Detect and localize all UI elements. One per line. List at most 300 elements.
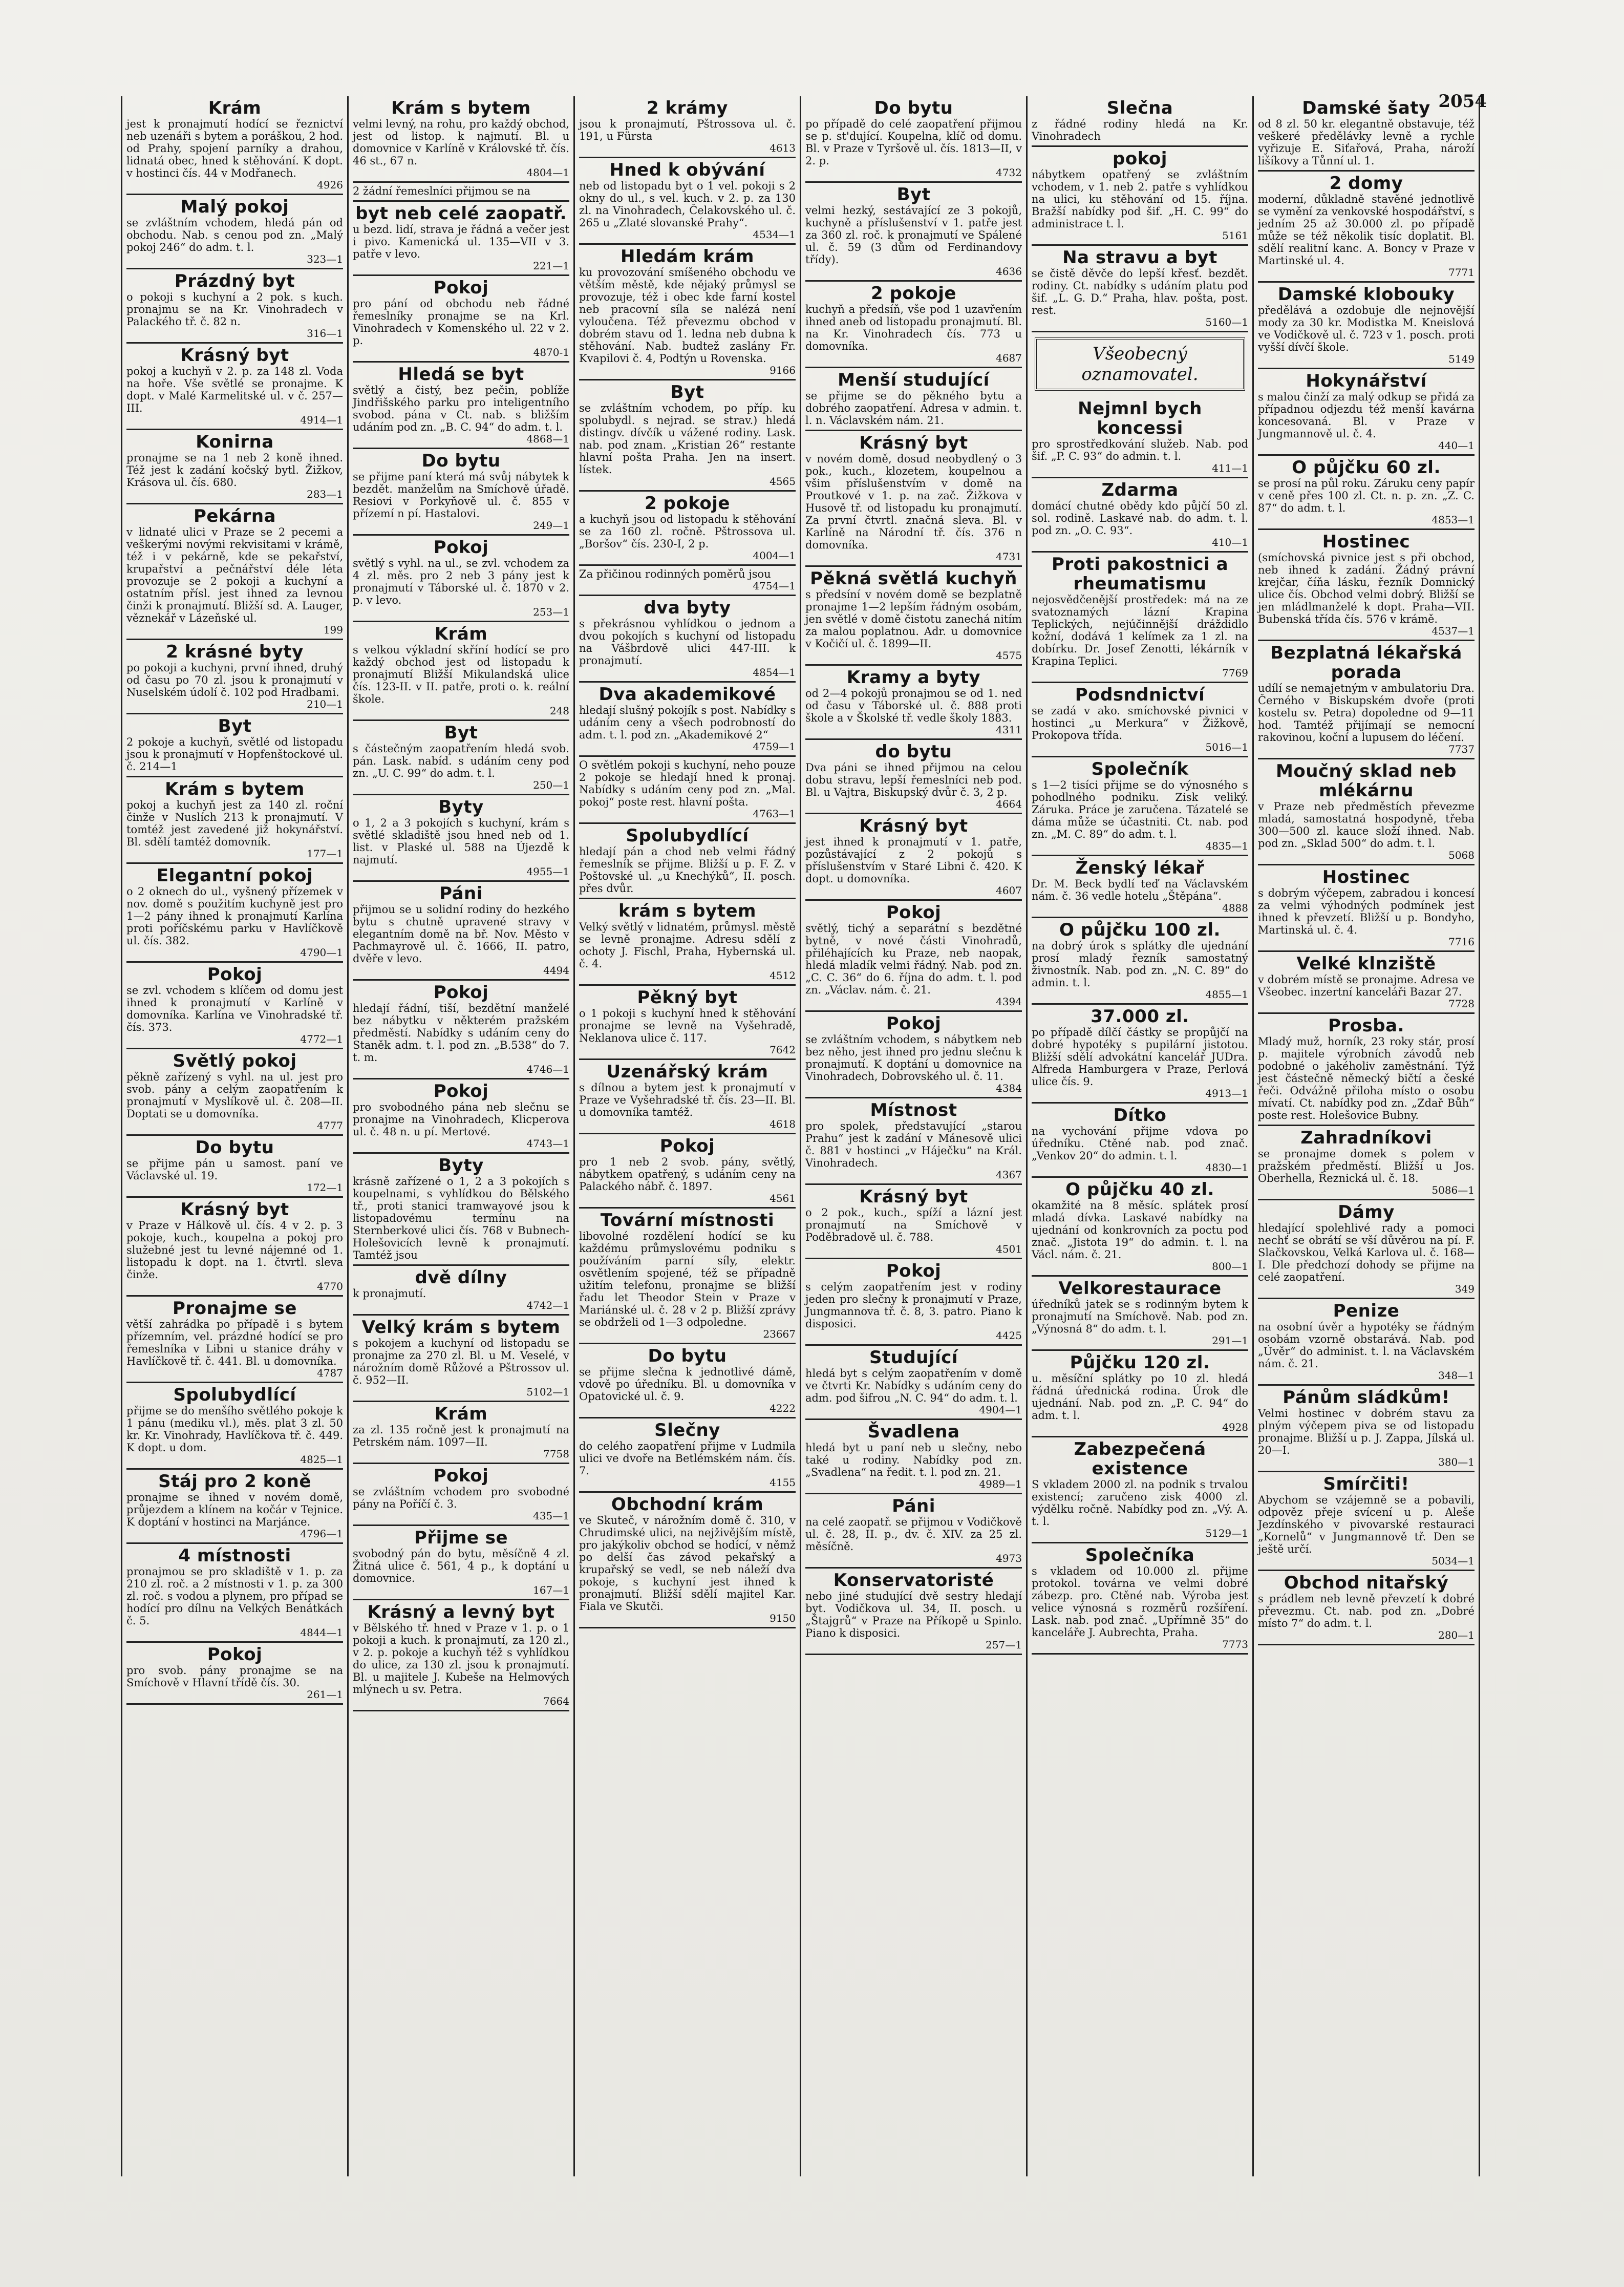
classified-columns bbox=[121, 96, 1480, 2176]
ad-reference-number: 4618 bbox=[770, 1118, 796, 1130]
ad-reference-number: 7771 bbox=[1448, 266, 1475, 279]
ad-reference-number: 199 bbox=[323, 624, 343, 636]
classified-ad bbox=[353, 1266, 569, 1316]
column-4 bbox=[801, 96, 1028, 2176]
classified-ad bbox=[1258, 641, 1475, 759]
ad-reference-number: 4759—1 bbox=[753, 740, 796, 753]
ad-reference-number: 4743—1 bbox=[526, 1137, 569, 1150]
ad-title: Ženský lékař bbox=[1075, 858, 1205, 878]
classified-ad bbox=[1258, 456, 1475, 530]
ad-title: Pěkný byt bbox=[637, 987, 738, 1008]
ad-title: Pokoj bbox=[207, 1644, 263, 1665]
ad-body: v Bělského tř. hned v Praze v 1. p. o 1 pokoji a kuch. k pronajmutí, za 120 zl., v 2. p. pokoje a kuchyň též s vyhlídkou do ulice, za 130 zl. jsou k pronajmutí. Bl. u majitele J. Kubeše na Helmových mlýnech u sv. Petra. bbox=[353, 1622, 569, 1696]
ad-reference-number: 4607 bbox=[996, 884, 1022, 897]
ad-reference-number: 4746—1 bbox=[526, 1063, 569, 1075]
ad-reference-number: 261—1 bbox=[307, 1688, 343, 1701]
ad-body: se zvl. vchodem s klíčem od domu jest ihned k pronajmutí v Karlíně v domovníka. Karlína ve Vinohradské tř. čís. 373. bbox=[126, 984, 343, 1033]
ad-title: Hokynářství bbox=[1306, 371, 1427, 391]
classified-ad bbox=[805, 1569, 1022, 1655]
classified-ad bbox=[1258, 369, 1475, 456]
ad-body: se pronajme domek s polem v pražském předměstí. Bližší u Jos. Oberhella, Řeznická ul. č. 18. bbox=[1258, 1148, 1475, 1184]
ad-body: se prosí na půl roku. Záruku ceny papír v ceně přes 100 zl. Ct. n. p. zn. „Z. C. 87“ do adm. t. l. bbox=[1258, 477, 1475, 514]
classified-ad bbox=[579, 380, 796, 492]
ad-body: s malou činží za malý odkup se přidá za případnou odjezdu též menší kavárna koncesovaná. Bl. v Praze v Jungmannově ul. č. 4. bbox=[1258, 391, 1475, 440]
ad-reference-number: 5161 bbox=[1222, 229, 1248, 242]
ad-body: Abychom se vzájemně se a pobavili, odpověz přeje svícení u p. Aleše Jezdínského v pivovarské restauraci „Kornelů“ v Jungmannově tř. Den se ještě určí. bbox=[1258, 1494, 1475, 1555]
ad-reference-number: 4777 bbox=[317, 1119, 343, 1132]
ad-title: Krám bbox=[434, 1404, 488, 1424]
ad-body: nejosvědčenější prostředek: má na ze svatoznamých lázní Krapina Teplických, nejúčinnější dráždidlo kožní, dodává 1 kelímek za 1 zl. na dobírku. Dr. Josef Zenotti, lékárník v Krapina Teplici. bbox=[1032, 594, 1248, 667]
ad-reference-number: 4004—1 bbox=[753, 549, 796, 562]
ad-reference-number: 4844—1 bbox=[300, 1626, 343, 1639]
classified-ad bbox=[1258, 172, 1475, 283]
ad-title: Krásný byt bbox=[180, 345, 289, 366]
classified-ad bbox=[805, 1494, 1022, 1569]
classified-ad bbox=[805, 1259, 1022, 1346]
ad-reference-number: 4928 bbox=[1222, 1421, 1248, 1433]
ad-body: S vkladem 2000 zl. na podnik s trvalou existencí; zaručeno zisk 4000 zl. výdělku ročně. Nabídky pod zn. „Vý. A. t. l. bbox=[1032, 1478, 1248, 1528]
ad-body: ve Skuteč, v nárožním domě č. 310, v Chrudimské ulici, na nejživějším místě, pro jakýkoliv obchod se hodící, v němž po delší čas závod pekařský a krupařský se vedl, se neb náleží dva pokoje, s kuchyní jest ihned k pronajmutí. Bližší sdělí majitel Kar. Fiala ve Skutči. bbox=[579, 1514, 796, 1613]
ad-body: se zvláštním vchodem, s nábytkem neb bez něho, jest ihned pro jednu slečnu k pronajmutí. K doptání u domovnice na Vinohradech, Dobrovského ul. č. 11. bbox=[805, 1033, 1022, 1083]
ad-title: 2 krásné byty bbox=[166, 642, 304, 662]
ad-body: v dobrém místě se pronajme. Adresa ve Všeobec. inzertní kanceláři Bazar 27. bbox=[1258, 973, 1475, 998]
ad-reference-number: 4394 bbox=[996, 996, 1022, 1008]
ad-body: od 2—4 pokojů pronajmou se od 1. ned od času v Táborské ul. č. 888 proti škole a v Školské tř. vedle školy 1883. bbox=[805, 687, 1022, 724]
ad-body: hledající spolehlivé rady a pomoci nechť se obrátí se vší důvěrou na pí. F. Slačkovskou, Velká Karlova ul. č. 168—I. Dle předchozí dohody se přijme na celé zaopatření. bbox=[1258, 1222, 1475, 1283]
classified-ad bbox=[353, 536, 569, 622]
column-1 bbox=[122, 96, 349, 2176]
ad-body: udílí se nemajetným v ambulatoriu Dra. Černého v Biskupském dvoře (proti kostelu sv. Petra) dopoledne od 9—11 hod. Tamtéž přijímají se nemocní rakovinou, koční a lupusem do léčení. bbox=[1258, 682, 1475, 744]
classified-ad bbox=[805, 901, 1022, 1012]
ad-reference-number: 5102—1 bbox=[526, 1386, 569, 1398]
ad-title: O půjčku 40 zl. bbox=[1065, 1179, 1214, 1200]
classified-ad bbox=[353, 1316, 569, 1402]
classified-ad bbox=[1258, 1571, 1475, 1645]
ad-title: Pronajme se bbox=[173, 1298, 297, 1319]
ad-title: Velký krám s bytem bbox=[361, 1317, 561, 1338]
ad-reference-number: 7728 bbox=[1448, 998, 1475, 1010]
ad-reference-number: 7758 bbox=[543, 1448, 569, 1460]
ad-reference-number: 4575 bbox=[996, 649, 1022, 662]
ad-body: se čistě děvče do lepší křesť. bezdět. rodiny. Ct. nabídky s udáním platu pod šif. „L. G. D.“ Praha, hlav. pošta, post. rest. bbox=[1032, 267, 1248, 316]
ad-title: Dítko bbox=[1113, 1105, 1167, 1126]
ad-reference-number: 4425 bbox=[996, 1329, 1022, 1342]
ad-body: hledají pán a chod neb velmi řádný řemeslník se přijme. Bližší u p. F. Z. v Poštovské ul. „u Knechýků“, II. posch. přes dvůr. bbox=[579, 845, 796, 895]
classified-ad bbox=[1032, 1351, 1248, 1437]
ad-body: světlý, tichý a separátní s bezdětné bytně, v nové části Vinohradů, přiléhajících ku Praze, neb naopak, hledá mladík velmi řádný. Nab. pod zn. „C. C. 36“ do 6. října do adm. t. l. pod zn. „Václav. nám. č. 21. bbox=[805, 922, 1022, 996]
ad-body: pro svob. pány pronajme se na Smíchově v Hlavní třídě čís. 30. bbox=[126, 1664, 343, 1689]
column-6 bbox=[1254, 96, 1480, 2176]
ad-body: nebo jiné studující dvě sestry hledají byt. Vodičkova ul. 34, II. posch. u „Štajgrů“ v Praze na Příkopě u Spinlo. Piano k disposici. bbox=[805, 1590, 1022, 1639]
ad-title: Zdarma bbox=[1101, 480, 1179, 500]
ad-body: na celé zaopatř. se přijmou v Vodičkově ul. č. 28, II. p., dv. č. XIV. za 25 zl. měsíčně. bbox=[805, 1516, 1022, 1553]
ad-body: s dílnou a bytem jest k pronajmutí v Praze ve Vyšehradské tř. čís. 23—II. Bl. u domovníka tamtéž. bbox=[579, 1082, 796, 1118]
section-banner-line: oznamovatel. bbox=[1081, 364, 1199, 385]
ad-reference-number: 283—1 bbox=[307, 488, 343, 500]
ad-reference-number: 800—1 bbox=[1212, 1260, 1248, 1273]
ad-title: Pánům sládkům! bbox=[1283, 1387, 1450, 1408]
classified-ad bbox=[126, 1643, 343, 1705]
ad-reference-number: 249—1 bbox=[533, 519, 569, 532]
ad-reference-number: 4772—1 bbox=[300, 1033, 343, 1045]
classified-ad bbox=[579, 1060, 796, 1134]
classified-ad bbox=[1032, 478, 1248, 553]
classified-ad bbox=[126, 1297, 343, 1383]
section-banner bbox=[1035, 337, 1245, 391]
classified-ad bbox=[1258, 952, 1475, 1014]
classified-ad bbox=[579, 986, 796, 1060]
ad-body: o 2 oknech do ul., vyšnený přízemek v nov. domě s použitím kuchyně jest pro 1—2 pány ihned k pronajmutí Karlína proti poříčskému parku v Havlíčkově ul. čís. 382. bbox=[126, 885, 343, 947]
ad-reference-number: 348—1 bbox=[1438, 1369, 1475, 1382]
ad-title: Pěkná světlá kuchyň bbox=[810, 568, 1017, 589]
ad-title: Studující bbox=[869, 1347, 958, 1368]
ad-body: o 1, 2 a 3 pokojích s kuchyní, krám s světlé skladiště jsou hned neb od 1. list. v Plaské ul. 588 na Újezdě k najmutí. bbox=[353, 817, 569, 866]
ad-reference-number: 248 bbox=[549, 705, 569, 717]
ad-body: pro pání od obchodu neb řádné řemeslníky pronajme se na Krl. Vinohradech v Komenského ul. 22 v 2. p. bbox=[353, 298, 569, 347]
classified-ad bbox=[805, 282, 1022, 368]
classified-ad bbox=[1258, 1472, 1475, 1571]
ad-title: 2 pokoje bbox=[645, 493, 730, 514]
ad-reference-number: 250—1 bbox=[533, 779, 569, 791]
ad-reference-number: 4926 bbox=[317, 179, 343, 191]
ad-reference-number: 4384 bbox=[996, 1082, 1022, 1094]
ad-body: ku provozování smíšeného obchodu ve větším městě, kde nějaký průmysl se provozuje, též i obec kde farní kostel neb pracovní síla se nalézá není vyloučena. Též převezmu obchod v dobrém stavu od 1. ledna neb dubna k stěhování. Nab. budtež zaslány Fr. Kvapilovi č. 4, Podtýn u Rovenska. bbox=[579, 266, 796, 365]
ad-body: po případě dílčí částky se propůjčí na dobré hypotéky s pupilární jistotou. Bližší sdělí advokátní kancelář JUDra. Alfreda Hamburgera v Praze, Perlová ulice čís. 9. bbox=[1032, 1026, 1248, 1088]
classified-ad bbox=[1258, 1126, 1475, 1200]
ad-title: Zahradníkovi bbox=[1300, 1128, 1432, 1148]
ad-title: 2 domy bbox=[1329, 173, 1403, 194]
classified-ad bbox=[1032, 683, 1248, 757]
ad-title: Dámy bbox=[1338, 1202, 1395, 1222]
ad-title: Velkorestaurace bbox=[1058, 1278, 1222, 1299]
ad-title: Smírčiti! bbox=[1323, 1474, 1409, 1494]
ad-body: pronajme se ihned v novém domě, průjezdem a klínem na kočár v Tejnice. K doptání v hostinci na Marjánce. bbox=[126, 1491, 343, 1528]
ad-body: a kuchyň jsou od listopadu k stěhování se za 160 zl. ročně. Pštrossova ul. „Boršov“ čís. 230-I, 2 p. bbox=[579, 513, 796, 550]
ad-title: Malý pokoj bbox=[180, 197, 289, 217]
classified-ad bbox=[805, 1012, 1022, 1098]
ad-body: se přijme paní která má svůj nábytek k bezdět. manželům na Smíchově úřadě. Resiovi v Porkyňově ul. č. 855 v přízemí n pí. Hastalovi. bbox=[353, 471, 569, 520]
ad-title: Slečna bbox=[1106, 98, 1173, 118]
classified-ad bbox=[126, 344, 343, 430]
ad-body: s dobrým výčepem, zabradou i koncesí za velmi výhodných podmínek jest ihned k převzetí. Bližší u p. Bondyho, Martinská ul. č. 4. bbox=[1258, 887, 1475, 936]
ad-body: po případě do celé zaopatření přijmou se p. st'dující. Koupelna, klíč od domu. Bl. v Praze v Tyršově ul. čís. 1813—II, v 2. p. bbox=[805, 118, 1022, 167]
ad-reference-number: 411—1 bbox=[1212, 462, 1248, 474]
classified-ad bbox=[126, 714, 343, 777]
classified-ad bbox=[1032, 1178, 1248, 1277]
ad-reference-number: 4155 bbox=[770, 1476, 796, 1489]
classified-ad bbox=[1032, 757, 1248, 856]
classified-ad bbox=[1258, 1386, 1475, 1472]
ad-reference-number: 316—1 bbox=[307, 327, 343, 340]
ad-reference-number: 7769 bbox=[1222, 667, 1248, 679]
ad-reference-number: 4636 bbox=[996, 265, 1022, 278]
ad-body: v Praze v Hálkově ul. čís. 4 v 2. p. 3 pokoje, kuch., koupelna a pokoj pro služebné jest tu levné nájemné od 1. listopadu k dopt. na 1. čtvrtl. sleva činže. bbox=[126, 1219, 343, 1281]
ad-body: s prádlem neb levně převzetí k dobré převezmu. Ct. nab. pod zn. „Dobré místo 7“ do adm. t. l. bbox=[1258, 1593, 1475, 1629]
ad-title: Damské klobouky bbox=[1277, 284, 1455, 305]
ad-reference-number: 4732 bbox=[996, 166, 1022, 179]
ad-reference-number: 4787 bbox=[317, 1367, 343, 1379]
classified-ad bbox=[805, 1098, 1022, 1185]
ad-title: Penize bbox=[1333, 1301, 1400, 1321]
ad-reference-number: 7737 bbox=[1448, 743, 1475, 755]
ad-title: do bytu bbox=[875, 742, 952, 762]
ad-reference-number: 4501 bbox=[996, 1243, 1022, 1255]
classified-ad bbox=[1032, 856, 1248, 918]
classified-ad bbox=[805, 740, 1022, 814]
ad-body: pronajmou se pro skladiště v 1. p. za 210 zl. roč. a 2 místnosti v 1. p. za 300 zl. roč. s vodou a plynem, pro případ se hodící pro dílnu na Velkých Benátkách č. 5. bbox=[126, 1565, 343, 1627]
ad-reference-number: 291—1 bbox=[1212, 1335, 1248, 1347]
ad-title: pokoj bbox=[1113, 149, 1167, 169]
ad-title: Krásný byt bbox=[859, 816, 968, 836]
ad-title: Krásný a levný byt bbox=[367, 1602, 555, 1622]
ad-body: od 8 zl. 50 kr. elegantně obstavuje, též veškeré předělávky levně a rychle vyřizuje E. Siťařová, Praha, nároží lišíkovy a Tůnní ul. 1. bbox=[1258, 118, 1475, 167]
classified-ad bbox=[126, 1544, 343, 1643]
ad-body: s 1—2 tisíci přijme se do výnosného s pohodlného podniku. Zisk veliký. Záruka. Práce je zaručena. Tázatelé se dáma může se účastniti. Ct. nab. pod zn. „M. C. 89“ do adm. t. l. bbox=[1032, 779, 1248, 840]
classified-ad bbox=[1032, 246, 1248, 332]
ad-body: v lidnaté ulici v Praze se 2 pecemi a veškerými novými rekvisitami v krámě, též i v pekárně, kde se pekařství, krupařství a pečnářství déle léta provozuje se 2 pokoji a kuchyní a ostatním přísl. jest ihned za levnou činži k pronajmutí. Bližší sd. A. Lauger, věznekář v Lázeňské ul. bbox=[126, 526, 343, 624]
classified-ad bbox=[126, 195, 343, 269]
ad-title: 2 pokoje bbox=[871, 283, 956, 304]
ad-title: Pokoj bbox=[433, 1466, 489, 1486]
ad-reference-number: 4835—1 bbox=[1205, 840, 1248, 852]
classified-ad bbox=[1258, 283, 1475, 369]
ad-reference-number: 210—1 bbox=[307, 698, 343, 710]
ad-body: o pokoji s kuchyní a 2 pok. s kuch. pronajmu se na Kr. Vinohradech v Palackého tř. č. 82 n. bbox=[126, 291, 343, 328]
ad-body: jsou k pronajmutí, Pštrossova ul. č. 191, u Fürsta bbox=[579, 118, 796, 142]
ad-reference-number: 4565 bbox=[770, 475, 796, 488]
ad-title: Pokoj bbox=[659, 1136, 715, 1156]
ad-reference-number: 4804—1 bbox=[526, 166, 569, 179]
ad-title: Byt bbox=[670, 382, 704, 403]
ad-title: Krám bbox=[434, 624, 488, 644]
classified-ad bbox=[579, 683, 796, 757]
ad-title: Byt bbox=[896, 184, 931, 205]
ad-reference-number: 4664 bbox=[996, 798, 1022, 810]
classified-ad bbox=[805, 96, 1022, 183]
ad-body: okamžité na 8 měsíc. splátek prosí mladá dívka. Laskavé nabídky na ujednání od konkrovních za poctu pod znač. „Jistota 19“ do admin. t. l. na Václ. nám. č. 21. bbox=[1032, 1199, 1248, 1261]
classified-ad bbox=[1032, 1104, 1248, 1178]
classified-ad bbox=[579, 1418, 796, 1493]
column-2 bbox=[349, 96, 575, 2176]
ad-title: Páni bbox=[439, 883, 483, 904]
ad-body: se přijme se do pěkného bytu a dobrého zaopatření. Adresa v admin. t. l. n. Václavském nám. 21. bbox=[805, 390, 1022, 427]
ad-body: s překrásnou vyhlídkou o jednom a dvou pokojích s kuchyní od listopadu na Vášbrdově ulici 447-III. k pronajmutí. bbox=[579, 618, 796, 667]
ad-title: Půjčku 120 zl. bbox=[1070, 1352, 1210, 1373]
classified-ad bbox=[353, 276, 569, 363]
ad-reference-number: 5160—1 bbox=[1205, 316, 1248, 328]
classified-ad bbox=[579, 96, 796, 158]
classified-ad bbox=[353, 795, 569, 882]
ad-title: Podsndnictví bbox=[1075, 685, 1205, 705]
ad-body: Velký světlý v lidnatém, průmysl. městě se levně pronajme. Adresu sdělí z ochoty J. Fischl, Praha, Hybernská ul. č. 4. bbox=[579, 921, 796, 970]
ad-reference-number: 4955—1 bbox=[526, 865, 569, 878]
ad-reference-number: 380—1 bbox=[1438, 1456, 1475, 1468]
ad-reference-number: 435—1 bbox=[533, 1510, 569, 1522]
ad-title: dva byty bbox=[644, 598, 731, 618]
ad-reference-number: 7642 bbox=[770, 1044, 796, 1056]
classified-ad bbox=[1032, 96, 1248, 147]
classified-ad bbox=[579, 899, 796, 986]
ad-body: s předsíní v novém domě se bezplatně pronajme 1—2 lepším řádným osobám, jen světlé v domě čistotu zanechá nitím za malou poplatnou. Adr. u domovnice v Kočičí ul. č. 1899—II. bbox=[805, 588, 1022, 650]
ad-title: Společník bbox=[1091, 759, 1189, 779]
ad-title: Krám s bytem bbox=[391, 98, 531, 118]
ad-title: Slečny bbox=[654, 1420, 720, 1441]
ad-body: světlý a čistý, bez pečin, poblíže Jindřišského parku pro inteligentního svobod. pána v Ct. nab. s bližším udáním pod zn. „B. C. 94“ do adm. t. l. bbox=[353, 384, 569, 433]
ad-title: Spolubydlící bbox=[626, 825, 749, 846]
ad-body: hledají slušný pokojík s post. Nabídky s udáním ceny a všech podrobností do adm. t. l. pod zn. „Akademikové 2“ bbox=[579, 704, 796, 741]
ad-body: pěkně zařízený s vyhl. na ul. jest pro svob. pány a celým zaopatřením k pronajmutí v Myslíkově ul. č. 208—II. Doptati se u domovníka. bbox=[126, 1071, 343, 1120]
ad-body: Dva páni se ihned přijmou na celou dobu stravu, lepší řemeslníci neb pod. Bl. u Vajtra, Biskupský dvůr č. 3, 2 p. bbox=[805, 761, 1022, 798]
ad-reference-number: 4870-1 bbox=[533, 346, 569, 358]
classified-ad bbox=[579, 1344, 796, 1418]
ad-title: Hledá se byt bbox=[398, 364, 524, 385]
classified-ad bbox=[805, 666, 1022, 740]
ad-title: Uzenářský krám bbox=[606, 1062, 768, 1082]
ad-body: u bezd. lidí, strava je řádná a večer jest i pivo. Kamenická ul. 135—VII v 3. patře v levo. bbox=[353, 223, 569, 260]
ad-reference-number: 4222 bbox=[770, 1402, 796, 1414]
ad-body: Velmi hostinec v dobrém stavu za plným výčepem piva se od listopadu pronajme. Bližší u p. J. Zappa, Jílská ul. 20—I. bbox=[1258, 1407, 1475, 1456]
classified-ad bbox=[126, 504, 343, 640]
classified-ad bbox=[353, 1079, 569, 1154]
ad-body: O světlém pokoji s kuchyní, neho pouze 2 pokoje se hledají hned k pronaj. Nabídky s udáním ceny pod zn. „Mal. pokoj“ poste rest. hlavní pošta. bbox=[579, 759, 796, 808]
classified-ad bbox=[1258, 1014, 1475, 1126]
ad-body: předělává a ozdobuje dle nejnovější mody za 30 kr. Modistka M. Kneislová ve Vodičkově ul. č. 723 v 1. posch. proti vyšší dívčí škole. bbox=[1258, 304, 1475, 353]
ad-title: 2 krámy bbox=[647, 98, 728, 118]
ad-reference-number: 5129—1 bbox=[1205, 1527, 1248, 1539]
ad-body: větší zahrádka po případě i s bytem přízemním, vel. prázdné hodící se pro řemeslníka v Libni u stanice dráhy v Havlíčkově tř. č. 441. Bl. u domovníka. bbox=[126, 1318, 343, 1367]
ad-title: Švadlena bbox=[867, 1422, 960, 1442]
ad-body: úředníků jatek se s rodinným bytem k pronajmutí na Smíchově. Nab. pod zn. „Výnosná 8“ do adm. t. l. bbox=[1032, 1298, 1248, 1335]
ad-body: se přijme pán u samost. paní ve Václavské ul. 19. bbox=[126, 1157, 343, 1182]
classified-ad bbox=[353, 721, 569, 795]
classified-ad bbox=[126, 1198, 343, 1297]
ad-title: Společníka bbox=[1085, 1545, 1195, 1565]
ad-body: po pokoji a kuchyni, první ihned, druhý od času po 70 zl. jsou k pronajmutí v Nuselském údolí č. 102 pod Hradbami. bbox=[126, 662, 343, 698]
ad-title: Menší studující bbox=[838, 370, 990, 390]
ad-reference-number: 5086—1 bbox=[1431, 1184, 1475, 1196]
ad-reference-number: 5034—1 bbox=[1431, 1555, 1475, 1567]
ad-body: v novém domě, dosud neobydlený o 3 pok., kuch., klozetem, koupelnou a všim příslušenstvím v domě na Proutkové v 1. p. na zač. Žižkova v Husově tř. od listopadu ku pronajmutí. Za první čtvrtl. značná sleva. Bl. v Karlíně na Národní tř. čís. 376 n domovníka. bbox=[805, 453, 1022, 551]
classified-ad bbox=[805, 814, 1022, 901]
ad-title: Krásný byt bbox=[859, 1187, 968, 1207]
classified-ad bbox=[1258, 865, 1475, 952]
ad-title: Damské šaty bbox=[1302, 98, 1430, 118]
ad-body: pro sprostředkování služeb. Nab. pod šif. „P. C. 93“ do admin. t. l. bbox=[1032, 438, 1248, 462]
ad-title: Byty bbox=[438, 797, 484, 817]
ad-reference-number: 4537—1 bbox=[1431, 625, 1475, 637]
page-number: 2054 bbox=[1438, 91, 1487, 112]
ad-body: na osobní úvěr a hypotéky se řádným osobám vzorně obstarává. Nab. pod „Úvěr“ do administ. t. l. na Václavském nám. č. 21. bbox=[1258, 1321, 1475, 1370]
ad-title: Krásný byt bbox=[859, 433, 968, 453]
classified-ad bbox=[1032, 147, 1248, 246]
classified-ad bbox=[805, 1185, 1022, 1259]
ad-body: jest ihned k pronajmutí v 1. patře, pozůstávající z 2 pokojů s příslušenstvím v Staré Libni č. 420. K dopt. u domovníka. bbox=[805, 836, 1022, 885]
ad-body: světlý s vyhl. na ul., se zvl. vchodem za 4 zl. měs. pro 2 neb 3 pány jest k pronajmutí v Táborské ul. č. 1870 v 2. p. v levo. bbox=[353, 557, 569, 606]
ad-reference-number: 4512 bbox=[770, 969, 796, 982]
ad-body: přijme se do menšího světlého pokoje k 1 pánu (mediku vl.), měs. plat 3 zl. 50 kr. Kr. Vinohrady, Havlíčkova tř. č. 449. K dopt. u dom. bbox=[126, 1405, 343, 1454]
ad-body: na vychování přijme vdova po úředníku. Ctěné nab. pod znač. „Venkov 20“ do admin. t. l. bbox=[1032, 1125, 1248, 1162]
classified-ad bbox=[353, 1464, 569, 1526]
ad-body: pro svobodného pána neb slečnu se pronajme na Vinohradech, Klicperova ul. č. 48 n. u pí. Mertové. bbox=[353, 1101, 569, 1138]
ad-reference-number: 4687 bbox=[996, 352, 1022, 364]
ad-title: Hned k obývání bbox=[609, 160, 765, 180]
ad-reference-number: 4868—1 bbox=[526, 433, 569, 445]
classified-ad bbox=[353, 1526, 569, 1600]
ad-body: nábytkem opatřený se zvláštním vchodem, v 1. neb 2. patře s vyhlídkou na ulici, ku stěhování od 15. října. Bražší nabídky pod šif. „H. C. 99“ do administrace t. l. bbox=[1032, 168, 1248, 230]
ad-title: Pekárna bbox=[194, 506, 276, 526]
ad-title: Spolubydlící bbox=[173, 1385, 296, 1405]
classified-ad bbox=[579, 596, 796, 683]
ad-body: krásně zařízené o 1, 2 a 3 pokojích s koupelnami, s vyhlídkou do Bělského tř., proti stanici tramwayové jsou k listopadovému termínu na Sternberkové ulici čís. 768 v Bubnech-Holešovicích levně k pronajmutí. Tamtéž jsou bbox=[353, 1175, 569, 1261]
ad-reference-number: 4731 bbox=[996, 550, 1022, 563]
classified-ad bbox=[353, 981, 569, 1079]
classified-ad bbox=[126, 1470, 343, 1544]
classified-ad bbox=[353, 1402, 569, 1464]
classified-ad bbox=[1258, 530, 1475, 641]
ad-body: s celým zaopatřením jest v rodiny jeden pro slečny k pronajmutí v Praze, Jungmannova tř. č. 8, 3. patro. Piano k disposici. bbox=[805, 1281, 1022, 1330]
ad-body: velmi levný, na rohu, pro každý obchod, jest od listop. k najmutí. Bl. u domovnice v Karlíně v Královské tř. čís. 46 st., 67 n. bbox=[353, 118, 569, 167]
ad-title: Krásný byt bbox=[180, 1199, 289, 1220]
classified-ad bbox=[353, 96, 569, 183]
classified-ad bbox=[579, 492, 796, 566]
classified-ad bbox=[579, 1493, 796, 1628]
ad-reference-number: 4613 bbox=[770, 142, 796, 154]
ad-title: Na stravu a byt bbox=[1062, 247, 1217, 268]
ad-title: Obchodní krám bbox=[611, 1494, 764, 1515]
ad-reference-number: 4311 bbox=[996, 724, 1022, 736]
classified-ad bbox=[1258, 96, 1475, 172]
ad-reference-number: 7773 bbox=[1222, 1638, 1248, 1650]
ad-title: Světlý pokoj bbox=[173, 1051, 297, 1071]
ad-reference-number: 4825—1 bbox=[300, 1453, 343, 1466]
classified-ad bbox=[1032, 1005, 1248, 1104]
ad-body: o 1 pokoji s kuchyní hned k stěhování pronajme se levně na Vyšehradě, Neklanova ulice č. 117. bbox=[579, 1007, 796, 1044]
ad-title: Prosba. bbox=[1328, 1015, 1404, 1036]
ad-body: neb od listopadu byt o 1 vel. pokoji s 2 okny do ul., s vel. kuch. v 2. p. za 130 zl. na Vinohradech, Čelakovského ul. č. 265 u „Zlaté slovanské Prahy“. bbox=[579, 180, 796, 229]
ad-reference-number: 4494 bbox=[543, 964, 569, 977]
ad-body: se zvláštním vchodem, hledá pán od obchodu. Nab. s cenou pod zn. „Malý pokoj 246“ do adm. t. l. bbox=[126, 217, 343, 253]
ad-title: Pokoj bbox=[886, 1013, 942, 1034]
ad-reference-number: 4367 bbox=[996, 1169, 1022, 1181]
ad-title: Hostinec bbox=[1322, 532, 1411, 552]
classified-ad bbox=[1258, 1200, 1475, 1299]
ad-title: Pokoj bbox=[433, 278, 489, 298]
ad-title: Byty bbox=[438, 1155, 484, 1176]
classified-ad bbox=[126, 777, 343, 864]
ad-title: Prázdný byt bbox=[174, 271, 295, 291]
ad-title: Do bytu bbox=[648, 1346, 727, 1366]
ad-reference-number: 4989—1 bbox=[979, 1478, 1022, 1490]
classified-ad bbox=[805, 368, 1022, 431]
classified-ad bbox=[805, 431, 1022, 567]
ad-title: Do bytu bbox=[195, 1137, 274, 1158]
ad-body: za zl. 135 ročně jest k pronajmutí na Petrském nám. 1097—II. bbox=[353, 1424, 569, 1448]
ad-title: Obchod nitařský bbox=[1284, 1573, 1449, 1593]
ad-reference-number: 4888 bbox=[1222, 902, 1248, 914]
ad-reference-number: 221—1 bbox=[533, 260, 569, 272]
classified-ad bbox=[126, 1383, 343, 1470]
ad-body: domácí chutné obědy kdo půjčí 50 zl. sol. rodině. Laskavé nab. do adm. t. l. pod zn. „O. C. 93“. bbox=[1032, 500, 1248, 537]
ad-reference-number: 4830—1 bbox=[1205, 1161, 1248, 1174]
ad-body: s částečným zaopatřením hledá svob. pán. Lask. nabíd. s udáním ceny pod zn. „U. C. 99“ do adm. t. l. bbox=[353, 743, 569, 779]
ad-title: Tovární místnosti bbox=[600, 1210, 775, 1231]
classified-ad bbox=[579, 158, 796, 245]
ad-body: z řádné rodiny hledá na Kr. Vinohradech bbox=[1032, 118, 1248, 142]
ad-title: krám s bytem bbox=[618, 901, 756, 921]
ad-reference-number: 323—1 bbox=[307, 253, 343, 265]
ad-body: libovolné rozdělení hodící se ku každému průmyslovému podniku s používáním parní síly, elektr. osvětlením spojené, též se případně užitím telefonu, pronajme se bližší řadu let Theodor Stein v Praze v Mariánské ul. č. 28 v 2 p. Bližší zprávy se obdrželi od 1—3 odpoledne. bbox=[579, 1230, 796, 1328]
ad-reference-number: 4853—1 bbox=[1431, 514, 1475, 526]
